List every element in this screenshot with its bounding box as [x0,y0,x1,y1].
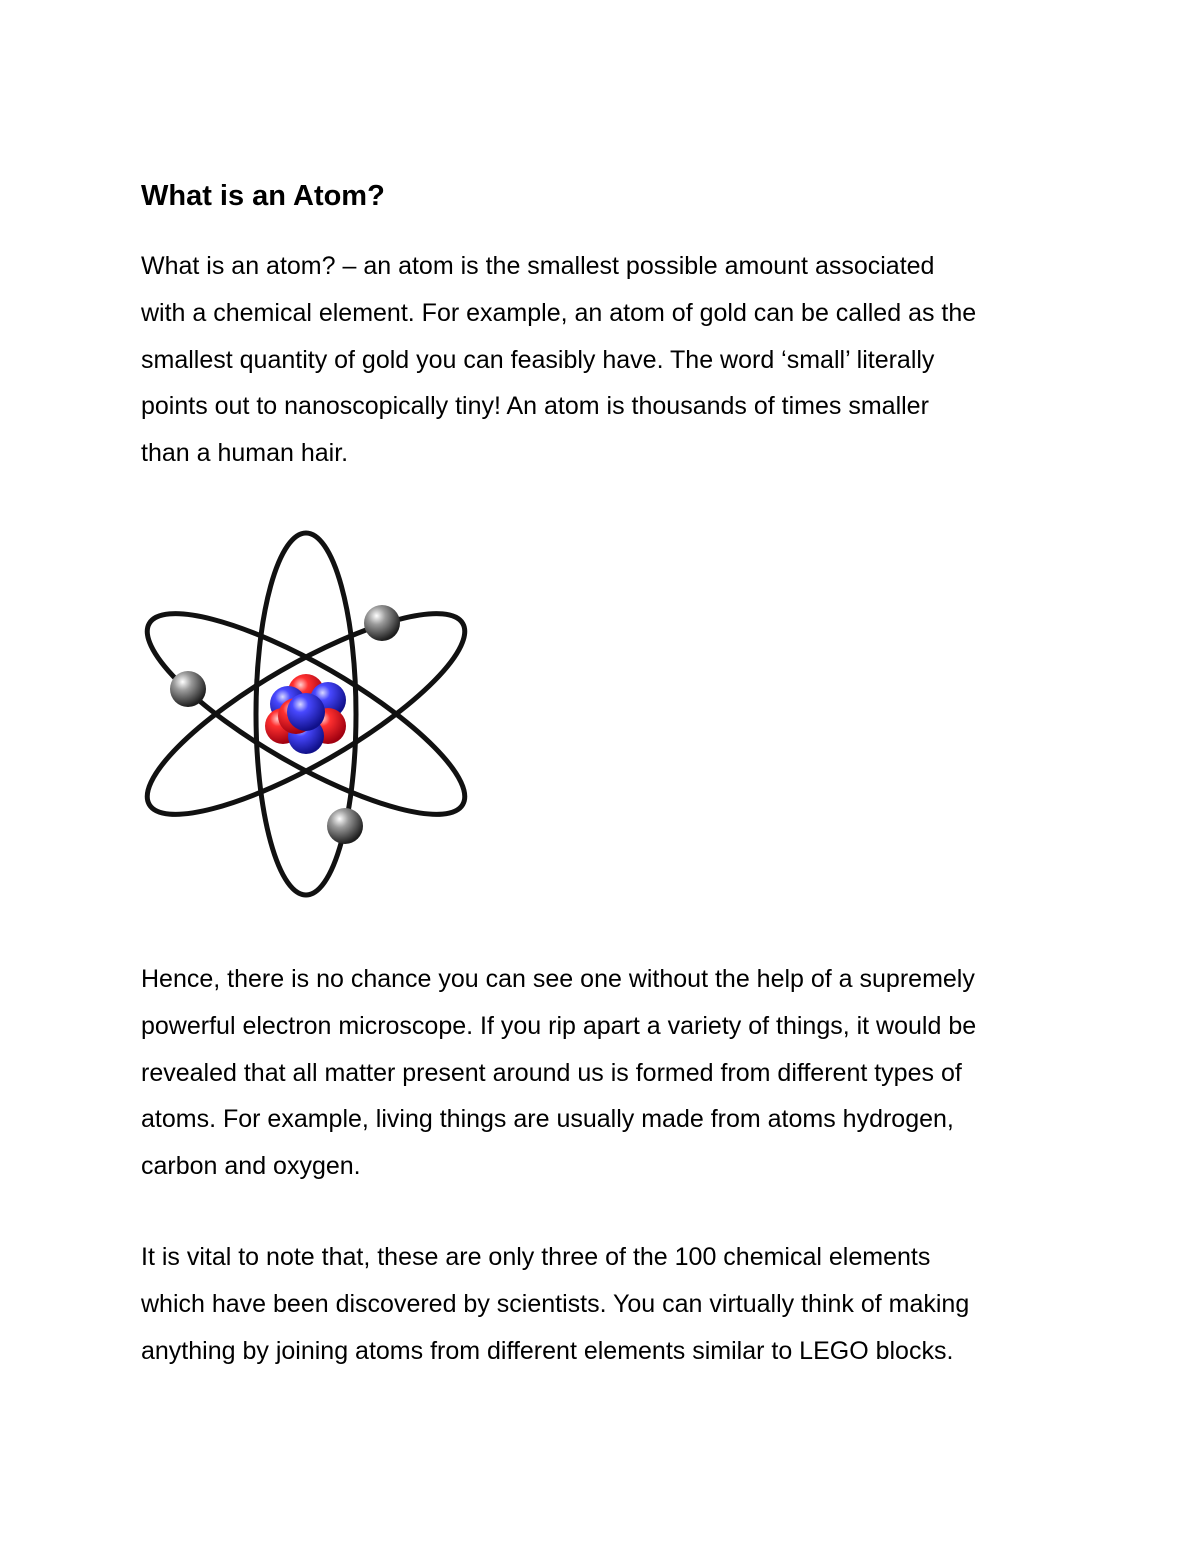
paragraph-intro [141,243,976,477]
electron [170,671,206,707]
paragraph-line: with a chemical element. For example, an atom of gold can be called as the [141,298,977,327]
paragraph-line: points out to nanoscopically tiny! An atom is thousands of times smaller [141,392,929,421]
paragraph-line: What is an atom? – an atom is the smallest possible amount associated [141,252,935,280]
paragraph-line: It is vital to note that, these are only three of the 100 chemical elements [141,1243,931,1271]
paragraph-line: smallest quantity of gold you can feasibly have. The word ‘small’ literally [141,345,935,374]
paragraph-line: Hence, there is no chance you can see one without the help of a supremely [141,965,975,993]
atom-illustration [138,526,474,902]
paragraph-line: atoms. For example, living things are usually made from atoms hydrogen, [141,1105,954,1134]
paragraph-line: anything by joining atoms from different elements similar to LEGO blocks. [141,1336,954,1365]
nucleus [265,674,346,754]
paragraph-line: powerful electron microscope. If you rip apart a variety of things, it would be [141,1011,977,1040]
paragraph-microscope [141,956,976,1190]
paragraph-line: which have been discovered by scientists. You can virtually think of making [141,1289,970,1318]
paragraph-line: than a human hair. [141,439,349,468]
electron [327,808,363,844]
page-title: What is an Atom? [141,180,385,212]
paragraph-line: carbon and oxygen. [141,1152,361,1181]
electron [364,605,400,641]
paragraph-elements [141,1234,969,1374]
atom-icon [138,526,474,902]
paragraph-line: revealed that all matter present around us is formed from different types of [141,1058,962,1087]
